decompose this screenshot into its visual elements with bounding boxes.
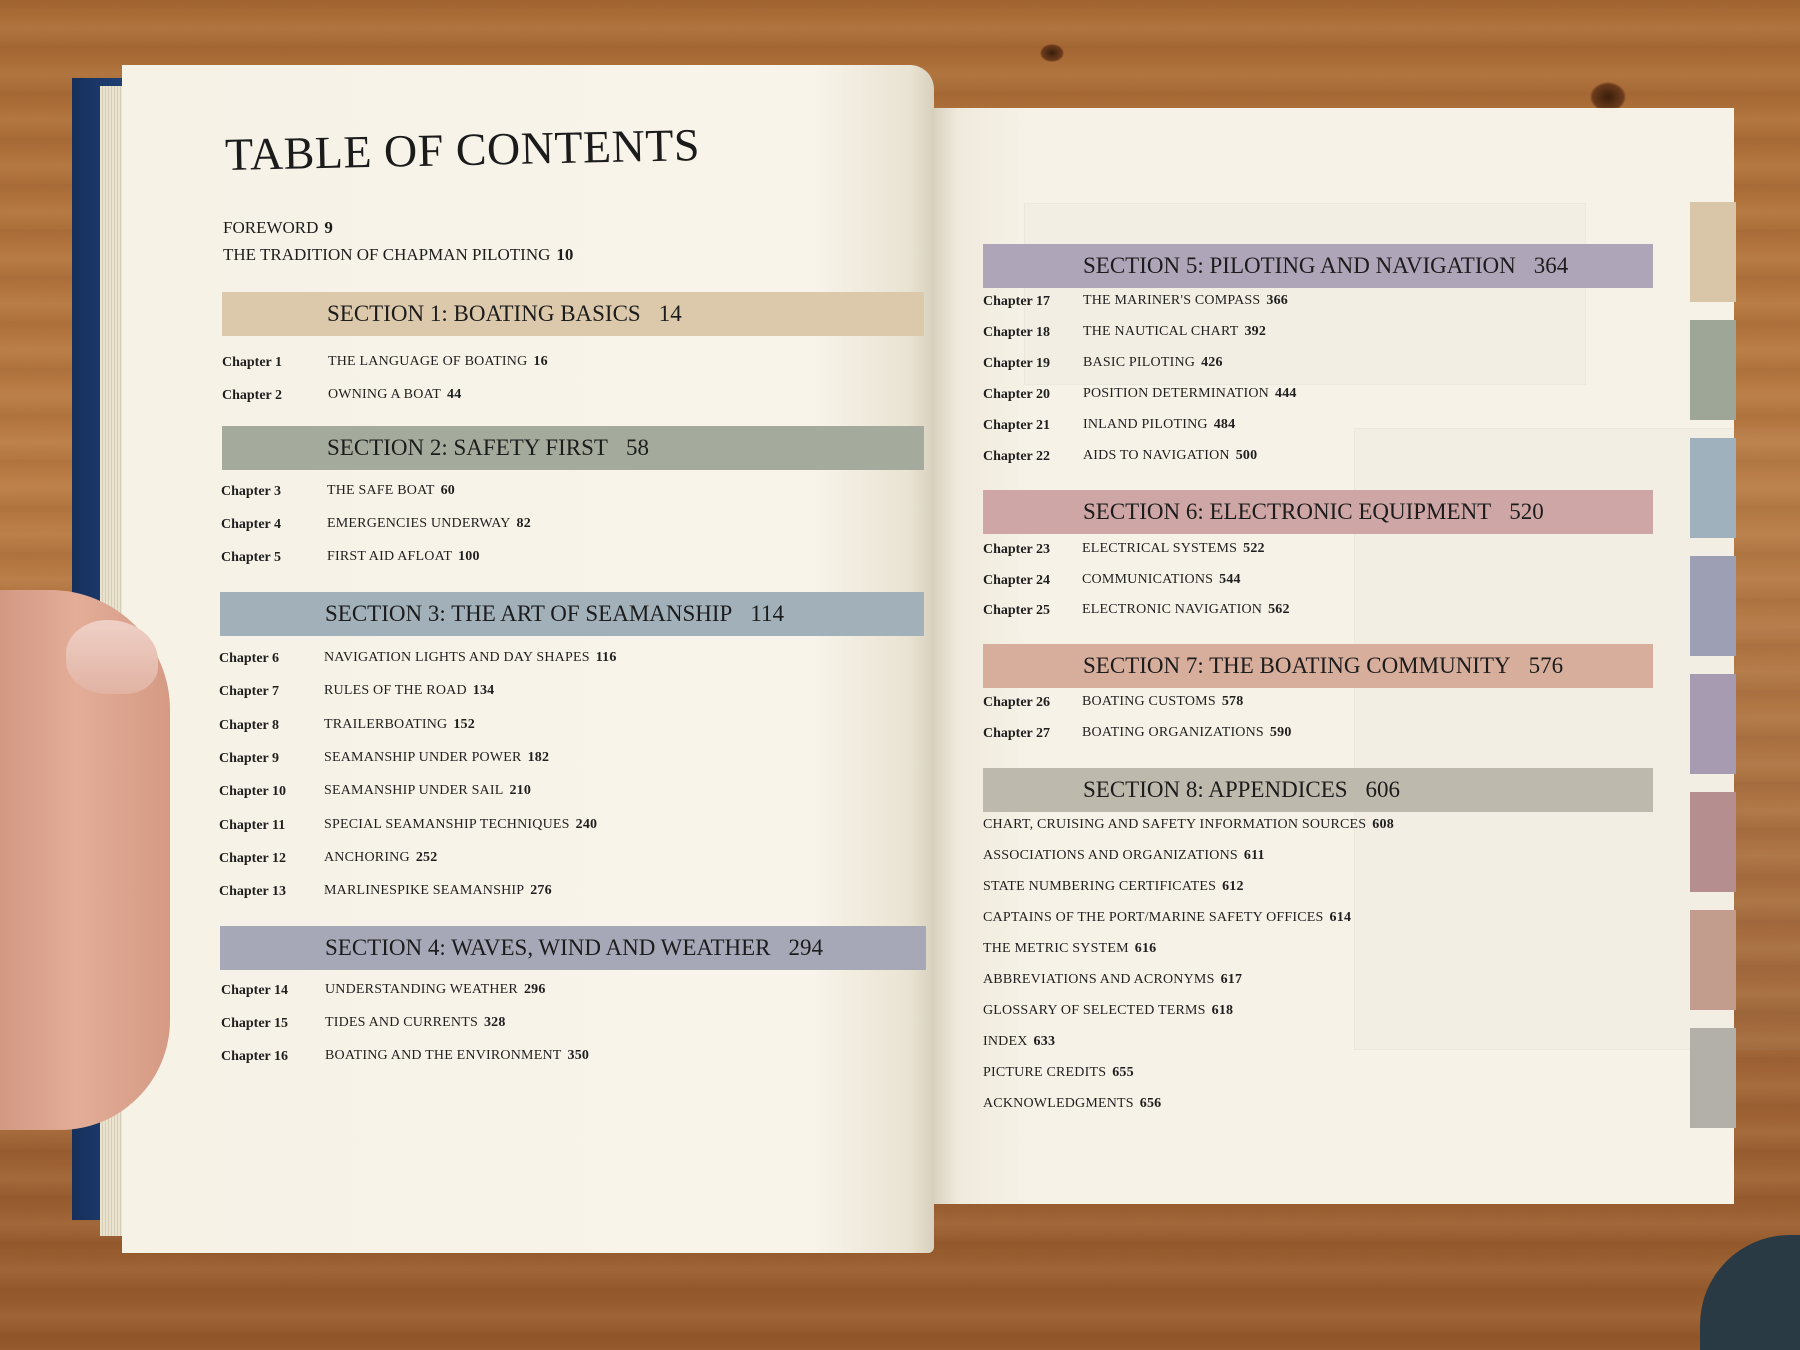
section-title: SECTION 1: BOATING BASICS bbox=[327, 301, 641, 326]
wood-knot bbox=[1040, 44, 1064, 62]
tradition-entry: THE TRADITION OF CHAPMAN PILOTING 10 bbox=[223, 245, 574, 264]
toc-entry: THE MARINER'S COMPASS 366 bbox=[1083, 293, 1288, 308]
section-title: SECTION 5: PILOTING AND NAVIGATION bbox=[1083, 253, 1516, 278]
section-tab bbox=[1690, 556, 1736, 656]
toc-entry: AIDS TO NAVIGATION 500 bbox=[1083, 448, 1258, 463]
toc-entry: INDEX 633 bbox=[983, 1034, 1056, 1049]
chapter-label: Chapter 22 bbox=[983, 449, 1051, 464]
section-page: 294 bbox=[788, 935, 824, 960]
section-header-7 bbox=[983, 644, 1653, 688]
chapter-label: Chapter 18 bbox=[983, 325, 1051, 340]
section-tab bbox=[1690, 674, 1736, 774]
section-title: SECTION 2: SAFETY FIRST bbox=[327, 435, 608, 460]
toc-entry: ACKNOWLEDGMENTS 656 bbox=[983, 1096, 1162, 1111]
chapter-label: Chapter 4 bbox=[221, 517, 282, 532]
section-header-4 bbox=[220, 926, 926, 970]
section-header-2 bbox=[222, 426, 924, 470]
section-tab bbox=[1690, 320, 1736, 420]
toc-entry: FIRST AID AFLOAT 100 bbox=[327, 549, 480, 564]
foreword-entry: FOREWORD 9 bbox=[223, 218, 333, 237]
chapter-label: Chapter 24 bbox=[983, 572, 1051, 588]
section-header-8 bbox=[983, 768, 1653, 812]
toc-entry: STATE NUMBERING CERTIFICATES 612 bbox=[983, 879, 1244, 894]
section-page: 114 bbox=[750, 601, 785, 626]
section-header-5 bbox=[983, 244, 1653, 288]
section-page: 58 bbox=[625, 435, 649, 460]
section-page: 364 bbox=[1533, 253, 1569, 278]
section-header-1 bbox=[222, 292, 924, 336]
chapter-label: Chapter 23 bbox=[983, 542, 1051, 557]
section-page: 520 bbox=[1509, 499, 1544, 524]
chapter-label: Chapter 6 bbox=[219, 651, 280, 666]
section-title: SECTION 4: WAVES, WIND AND WEATHER bbox=[325, 935, 771, 960]
section-tab bbox=[1690, 910, 1736, 1010]
toc-entry: ELECTRONIC NAVIGATION 562 bbox=[1082, 602, 1290, 617]
chapter-label: Chapter 12 bbox=[219, 850, 287, 866]
section-title: SECTION 7: THE BOATING COMMUNITY bbox=[1083, 653, 1511, 678]
toc-entry: NAVIGATION LIGHTS AND DAY SHAPES 116 bbox=[324, 650, 617, 665]
toc-entry: ANCHORING 252 bbox=[324, 849, 438, 865]
section-page: 606 bbox=[1365, 777, 1401, 802]
toc-entry: MARLINESPIKE SEAMANSHIP 276 bbox=[324, 883, 552, 899]
section-title: SECTION 3: THE ART OF SEAMANSHIP bbox=[325, 601, 733, 626]
toc-entry: CHART, CRUISING AND SAFETY INFORMATION SOURCES 608 bbox=[983, 817, 1394, 832]
chapter-label: Chapter 5 bbox=[221, 550, 282, 565]
toc-entry: COMMUNICATIONS 544 bbox=[1082, 571, 1241, 587]
chapter-label: Chapter 15 bbox=[221, 1016, 289, 1031]
section-tab bbox=[1690, 1028, 1736, 1128]
chapter-label: Chapter 17 bbox=[983, 294, 1051, 309]
chapter-label: Chapter 2 bbox=[222, 388, 283, 403]
chapter-label: Chapter 7 bbox=[219, 684, 280, 700]
chapter-label: Chapter 14 bbox=[221, 983, 289, 998]
section-title: SECTION 8: APPENDICES bbox=[1083, 777, 1348, 802]
toc-entry: BASIC PILOTING 426 bbox=[1083, 355, 1223, 370]
chapter-label: Chapter 26 bbox=[983, 695, 1051, 710]
toc-entry: THE SAFE BOAT 60 bbox=[327, 483, 456, 498]
chapter-label: Chapter 19 bbox=[983, 356, 1051, 371]
chapter-label: Chapter 13 bbox=[219, 884, 287, 900]
toc-entry: CAPTAINS OF THE PORT/MARINE SAFETY OFFICES 614 bbox=[983, 910, 1352, 925]
toc-entry: GLOSSARY OF SELECTED TERMS 618 bbox=[983, 1003, 1234, 1018]
toc-entry: BOATING CUSTOMS 578 bbox=[1082, 694, 1244, 709]
section-header-3 bbox=[220, 592, 924, 636]
toc-entry: UNDERSTANDING WEATHER 296 bbox=[325, 982, 546, 997]
page-title: TABLE OF CONTENTS bbox=[224, 119, 701, 180]
chapter-label: Chapter 16 bbox=[221, 1049, 289, 1064]
chapter-label: Chapter 20 bbox=[983, 387, 1051, 402]
section-title: SECTION 6: ELECTRONIC EQUIPMENT bbox=[1083, 499, 1492, 524]
chapter-label: Chapter 11 bbox=[219, 817, 286, 833]
chapter-label: Chapter 27 bbox=[983, 725, 1051, 741]
toc-entry: OWNING A BOAT 44 bbox=[328, 387, 462, 402]
toc-entry: THE METRIC SYSTEM 616 bbox=[983, 941, 1157, 956]
toc-entry: TRAILERBOATING 152 bbox=[324, 716, 475, 732]
toc-entry: ELECTRICAL SYSTEMS 522 bbox=[1082, 541, 1265, 556]
section-tab bbox=[1690, 438, 1736, 538]
chapter-label: Chapter 9 bbox=[219, 750, 280, 766]
chapter-label: Chapter 8 bbox=[219, 717, 280, 733]
chapter-label: Chapter 10 bbox=[219, 784, 287, 800]
toc-entry: SEAMANSHIP UNDER POWER 182 bbox=[324, 749, 550, 765]
toc-entry: INLAND PILOTING 484 bbox=[1083, 417, 1236, 432]
toc-entry: POSITION DETERMINATION 444 bbox=[1083, 386, 1297, 401]
toc-entry: TIDES AND CURRENTS 328 bbox=[325, 1015, 506, 1030]
chapter-label: Chapter 3 bbox=[221, 484, 282, 499]
toc-entry: EMERGENCIES UNDERWAY 82 bbox=[327, 516, 531, 531]
toc-entry: PICTURE CREDITS 655 bbox=[983, 1065, 1134, 1080]
chapter-label: Chapter 1 bbox=[222, 355, 283, 370]
toc-entry: THE LANGUAGE OF BOATING 16 bbox=[328, 354, 548, 369]
section-tab bbox=[1690, 202, 1736, 302]
toc-entry: SPECIAL SEAMANSHIP TECHNIQUES 240 bbox=[324, 816, 598, 832]
toc-entry: RULES OF THE ROAD 134 bbox=[324, 683, 495, 699]
toc-entry: BOATING ORGANIZATIONS 590 bbox=[1082, 724, 1292, 740]
toc-entry: BOATING AND THE ENVIRONMENT 350 bbox=[325, 1048, 590, 1063]
chapter-label: Chapter 21 bbox=[983, 418, 1051, 433]
section-header-6 bbox=[983, 490, 1653, 534]
toc-entry: ASSOCIATIONS AND ORGANIZATIONS 611 bbox=[983, 848, 1265, 863]
toc-entry: THE NAUTICAL CHART 392 bbox=[1083, 324, 1267, 339]
toc-entry: SEAMANSHIP UNDER SAIL 210 bbox=[324, 783, 532, 799]
chapter-label: Chapter 25 bbox=[983, 603, 1051, 618]
section-page: 576 bbox=[1528, 653, 1564, 678]
section-page: 14 bbox=[658, 301, 682, 326]
section-tab bbox=[1690, 792, 1736, 892]
cloth-corner bbox=[1700, 1235, 1800, 1350]
toc-entry: ABBREVIATIONS AND ACRONYMS 617 bbox=[983, 972, 1243, 987]
